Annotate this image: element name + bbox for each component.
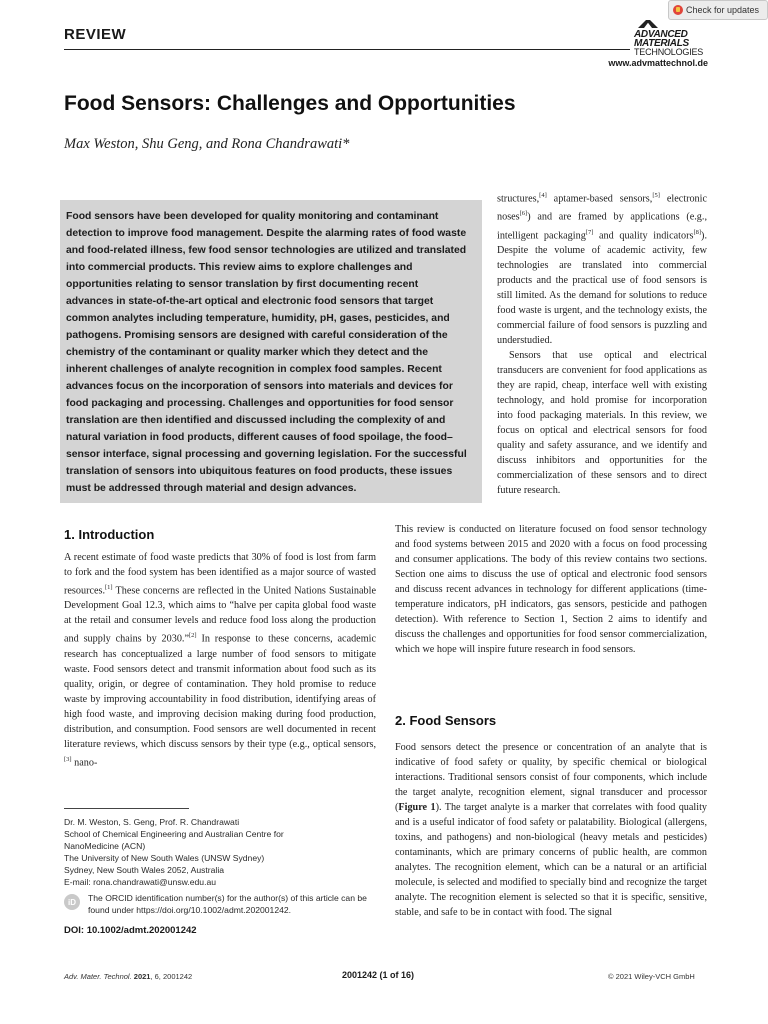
- affiliation-authors: Dr. M. Weston, S. Geng, Prof. R. Chandrawati: [64, 817, 240, 827]
- orcid-icon: iD: [64, 894, 80, 910]
- check-updates-label: Check for updates: [686, 5, 760, 15]
- abstract-text: Food sensors have been developed for quality monitoring and contaminant detection to improve food management. Despite the alarming rates of food waste and food-related illness, few food sensor technologies are utilized and translated into commercial products. This review aims to explore challenges and opportunities relating to sensor translation by first documenting recent advances in state-of-the-art optical and electronic food sensors that target common analytes including temperature, humidity, pH, gases, pesticides, and pathogens. Promising sensors are designed with careful consideration of the chemistry of the contaminant or quality marker which they detect and the inherent challenges of analyte recognition in complex food samples. Recent advances focus on the incorporation of sensors into materials and devices for food packaging and processing. Challenges and opportunities for food sensor translation are then identified and discussed including the complexity of and natural variation in food products, different causes of food spoilage, the food–sensor interface, signal processing and governing legislation. For the successful translation of sensors into ubiquitous features on food products, these issues must be addressed through material and design advances.: [66, 211, 467, 494]
- author-affiliation: [64, 816, 364, 888]
- article-authors: Max Weston, Shu Geng, and Rona Chandrawati*: [64, 136, 350, 152]
- journal-url-link[interactable]: www.advmattechnol.de: [608, 58, 708, 68]
- journal-logo-line3: TECHNOLOGIES: [634, 47, 704, 57]
- affiliation-centre: NanoMedicine (ACN): [64, 841, 146, 851]
- footer-copyright: © 2021 Wiley-VCH GmbH: [608, 972, 695, 981]
- right-column-top: [497, 188, 707, 498]
- intro-paragraph-continued: structures,[4] aptamer-based sensors,[5] electronic noses[6]) and are framed by applications (e.g., intelligent packaging[7] and quality indicators[8]). Despite the volume of academic activity, few technologies are translated into commercial products and the practical use of food sensors is still limited. As the demand for solutions to reduce food waste is urgent, and the technology exists, the commercial failure of food sensors is puzzling and understudied.: [497, 192, 707, 347]
- section-1-body: A recent estimate of food waste predicts that 30% of food is lost from farm to fork and the food system has been identified as a major source of wasted resources.[1] These concerns are reflected in the United Nations Sustainable Development Goal 12.3, which aims to “halve per capita global food waste at the retail and consumer levels and reduce food loss along the production and supply chains by 2030.”[2] In response to these concerns, academic research has conceptualized a large number of food sensors to mitigate waste. Food sensors detect and transmit information about food such as its quality, origin, or degree of contamination. They hold promise to reduce waste by improving accountability in food distribution, identifying areas of high food waste, and improving decision making during food production, distribution, and consumption. Food sensors are well documented in recent literature reviews, which discuss sensors by their type (e.g., optical sensors,[3] nano-: [64, 552, 376, 769]
- footer-journal-name: Adv. Mater. Technol.: [64, 972, 132, 981]
- section-2-body: [395, 740, 707, 920]
- check-updates-button[interactable]: [668, 0, 768, 20]
- abstract-box: [60, 200, 482, 503]
- section-2-body-part2: ). The target analyte is a marker that correlates with food quality and is a useful indicator of food safety or palatability. Biological (allergens, toxins, and pathogens) and non-biological (heavy metals and pesticides) contaminants, which are primary concerns of public health, are common analytes. The recognition element, which can be a natural or an artificial molecule, is selected and modified to specially bind and recognize the target analyte. The recognition element is selected so that it is specific, sensitive, stable, and safe to be in contact with food. The signal: [395, 802, 707, 918]
- section-1-heading: 1. Introduction: [64, 527, 155, 542]
- affiliation-university: The University of New South Wales (UNSW Sydney): [64, 853, 265, 863]
- section-2-heading: 2. Food Sensors: [395, 713, 497, 728]
- affiliation-school: School of Chemical Engineering and Australian Centre for: [64, 829, 284, 839]
- section-2-body-part1: Food sensors detect the presence or concentration of an analyte that is indicative of food safety or quality, by specific chemical or biological interactions. Traditional sensors consist of four components, which include the target analyte, recognition element, signal transducer and processor (: [395, 742, 707, 813]
- footer-journal-ref: [64, 972, 192, 981]
- section-label: REVIEW: [64, 26, 127, 43]
- journal-logo-line1: ADVANCED: [634, 29, 688, 40]
- journal-logo-line2: MATERIALS: [634, 38, 689, 49]
- journal-logo-icon: [638, 20, 658, 28]
- journal-logo: [634, 20, 714, 57]
- affiliation-email[interactable]: E-mail: rona.chandrawati@unsw.edu.au: [64, 877, 217, 887]
- doi-link[interactable]: DOI: 10.1002/admt.202001242: [64, 925, 197, 936]
- intro-paragraph-3: This review is conducted on literature focused on food sensor technology and food systems between 2015 and 2020 with a focus on food processing and consumer applications. The body of this review contains two sections. Section one aims to discuss the use of optical and electronic food sensors and discuss recent advances in technology for different applications (time-temperature indicators, pH indicators, gas sensors, pesticide and pathogen detection). With reference to Section 1, Section 2 aims to identify and discuss the challenges and opportunities for food sensor commercialization, which we hope will inspire future research in food sensors.: [395, 524, 707, 655]
- footnote-rule: [64, 808, 189, 809]
- footer-journal-volume: , 6, 2001242: [150, 972, 193, 981]
- footer-page-number: 2001242 (1 of 16): [342, 970, 415, 980]
- figure-1-link[interactable]: Figure 1: [398, 802, 436, 813]
- header-rule: [64, 49, 630, 50]
- crossmark-icon: [673, 5, 683, 15]
- intro-paragraph-2: Sensors that use optical and electrical transducers are convenient for food applications as they are rapid, cheap, interface well with existing technology, and hold promise for incorporation into food packaging materials. In this review, we focus on optical and electrical sensors for food quality and safety assurance, and we identify and discuss inhibitors and opportunities for the commercialization of these sensors and to direct future research.: [497, 350, 707, 497]
- footer-journal-year: 2021: [133, 972, 151, 981]
- affiliation-address: Sydney, New South Wales 2052, Australia: [64, 865, 225, 875]
- article-title: Food Sensors: Challenges and Opportunities: [64, 92, 516, 115]
- orcid-note[interactable]: The ORCID identification number(s) for the author(s) of this article can be found under https://doi.org/10.1002/admt.202001242.: [88, 893, 367, 915]
